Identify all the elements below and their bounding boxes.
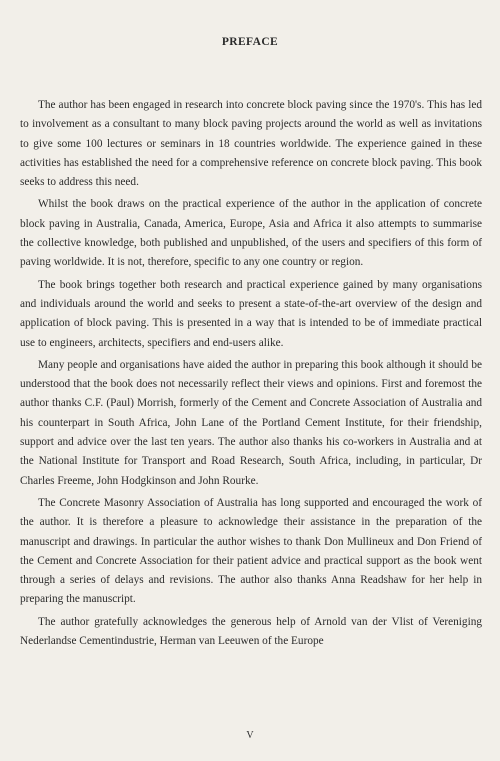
paragraph: The Concrete Masonry Association of Australia has long supported and encouraged the work of the author. It is therefore a pleasure to acknowledge their assistance in the preparation of the manuscript and drawings. In particular the author wishes to thank Don Mullineux and Don Friend of the Cement and Concrete Association for their patient advice and practical support as the book went through a series of delays and revisions. The author also thanks Anna Readshaw for her help in preparing the manuscript. bbox=[20, 496, 482, 606]
paragraph: The author gratefully acknowledges the generous help of Arnold van der Vlist of Vereniging Nederlandse Cementindustrie, Herman van Leeuwen of the Europe bbox=[20, 615, 482, 648]
paragraph: Many people and organisations have aided the author in preparing this book although it should be understood that the book does not necessarily reflect their views and opinions. First and foremost the author thanks C.F. (Paul) Morrish, formerly of the Cement and Concrete Association of Australia and his counterpart in South Africa, John Lane of the Portland Cement Institute, for their friendship, support and advice over the last ten years. The author also thanks his co-workers in Australia and at the National Institute for Transport and Road Research, South Africa, including, in particular, Dr Charles Freeme, John Hodgkinson and John Rourke. bbox=[20, 358, 482, 487]
paragraph: Whilst the book draws on the practical experience of the author in the application of concrete block paving in Australia, Canada, America, Europe, Asia and Africa it also attempts to summarise the collective knowledge, both published and unpublished, of the users and specifiers of this form of paving worldwide. It is not, therefore, specific to any one country or region. bbox=[20, 198, 482, 269]
page-title: PREFACE bbox=[221, 36, 279, 48]
preface-body bbox=[20, 96, 482, 654]
paragraph: The book brings together both research and practical experience gained by many organisations and individuals around the world and seeks to present a state-of-the-art overview of the design and application of block paving. This is presented in a way that is intended to be of immediate practical use to engineers, architects, specifiers and end-users alike. bbox=[20, 278, 482, 349]
paragraph: The author has been engaged in research into concrete block paving since the 1970's. This has led to involvement as a consultant to many block paving projects around the world as well as invitations to give some 100 lectures or seminars in 18 countries worldwide. The experience gained in these activities has established the need for a comprehensive reference on concrete block paving. This book seeks to address this need. bbox=[20, 99, 482, 189]
page-number: V bbox=[246, 730, 254, 741]
